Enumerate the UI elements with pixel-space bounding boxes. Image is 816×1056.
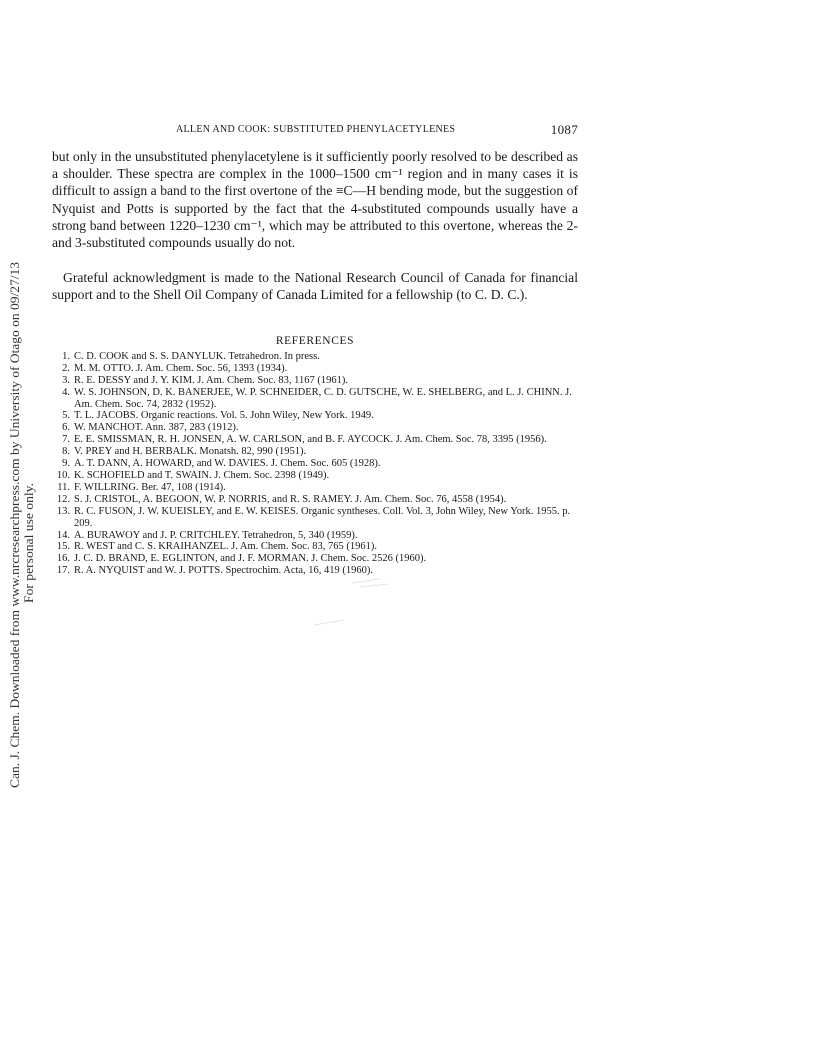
reference-text: R. A. NYQUIST and W. J. POTTS. Spectrochim. Acta, 16, 419 (1960). [74, 565, 374, 577]
reference-number: 15. [56, 541, 70, 553]
reference-item [52, 553, 578, 565]
reference-text: S. J. CRISTOL, A. BEGOON, W. P. NORRIS, and R. S. RAMEY. J. Am. Chem. Soc. 76, 4558 (1954). [74, 493, 507, 505]
reference-item [52, 470, 578, 482]
references-section [52, 336, 578, 577]
reference-text: T. L. JACOBS. Organic reactions. Vol. 5. John Wiley, New York. 1949. [74, 410, 374, 422]
reference-text: W. MANCHOT. Ann. 387, 283 (1912). [74, 422, 239, 434]
reference-item [52, 422, 578, 434]
reference-text: F. WILLRING. Ber. 47, 108 (1914). [74, 481, 226, 493]
reference-number: 6. [62, 422, 70, 434]
reference-text: M. M. OTTO. J. Am. Chem. Soc. 56, 1393 (1934). [74, 362, 288, 374]
reference-item [52, 351, 578, 363]
reference-text: C. D. COOK and S. S. DANYLUK. Tetrahedron. In press. [74, 350, 320, 362]
references-heading: REFERENCES [275, 335, 355, 347]
reference-text: R. C. FUSON, J. W. KUEISLEY, and E. W. KEISES. Organic syntheses. Coll. Vol. 3, John Wiley, New York. 1955. p. 209. [74, 505, 571, 529]
reference-item [52, 387, 578, 411]
reference-text: E. E. SMISSMAN, R. H. JONSEN, A. W. CARLSON, and B. F. AYCOCK. J. Am. Chem. Soc. 78, 3395 (1956). [74, 434, 547, 446]
reference-item [52, 363, 578, 375]
watermark-line-1: Can. J. Chem. Downloaded from www.nrcresearchpress.com by University of Otago on 09/27/13 [8, 300, 22, 788]
reference-item [52, 530, 578, 542]
reference-item [52, 506, 578, 530]
reference-number: 17. [56, 565, 70, 577]
reference-number: 16. [56, 553, 70, 565]
watermark-line-2: For personal use only. [22, 492, 36, 603]
reference-item [52, 494, 578, 506]
reference-item [52, 541, 578, 553]
body-text [52, 148, 578, 304]
reference-text: A. BURAWOY and J. P. CRITCHLEY. Tetrahedron, 5, 340 (1959). [74, 529, 358, 541]
reference-number: 5. [62, 410, 70, 422]
reference-number: 7. [62, 434, 70, 446]
reference-text: A. T. DANN, A. HOWARD, and W. DAVIES. J. Chem. Soc. 605 (1928). [74, 458, 381, 470]
reference-number: 10. [56, 469, 70, 481]
reference-item [52, 446, 578, 458]
reference-text: K. SCHOFIELD and T. SWAIN. J. Chem. Soc. 2398 (1949). [74, 469, 330, 481]
reference-number: 3. [62, 374, 70, 386]
reference-item [52, 375, 578, 387]
acknowledgment-paragraph: Grateful acknowledgment is made to the National Research Council of Canada for financial support and to the Shell Oil Company of Canada Limited for a fellowship (to C. D. C.). [52, 270, 578, 303]
reference-item [52, 482, 578, 494]
scan-noise [300, 575, 410, 635]
reference-text: R. E. DESSY and J. Y. KIM. J. Am. Chem. Soc. 83, 1167 (1961). [74, 374, 348, 386]
download-watermark [6, 260, 36, 790]
page-number: 1087 [550, 122, 578, 137]
reference-item [52, 434, 578, 446]
reference-text: J. C. D. BRAND, E. EGLINTON, and J. F. MORMAN. J. Chem. Soc. 2526 (1960). [74, 553, 427, 565]
reference-number: 14. [56, 529, 70, 541]
reference-number: 9. [62, 458, 70, 470]
reference-number: 1. [62, 350, 70, 362]
reference-list [52, 351, 578, 577]
reference-item [52, 458, 578, 470]
reference-item [52, 410, 578, 422]
reference-number: 12. [56, 493, 70, 505]
body-paragraph: but only in the unsubstituted phenylacetylene is it sufficiently poorly resolved to be described as a shoulder. These spectra are complex in the 1000–1500 cm⁻¹ region and in many cases it is difficult to assign a band to the first overtone of the ≡C—H bending mode, but the suggestion of Nyquist and Potts is supported by the fact that the 4-substituted compounds usually have a strong band between 1220–1230 cm⁻¹, which may be attributed to this overtone, whereas the 2- and 3-substituted compounds usually do not. [52, 149, 578, 251]
reference-text: R. WEST and C. S. KRAIHANZEL. J. Am. Chem. Soc. 83, 765 (1961). [74, 541, 377, 553]
reference-number: 4. [62, 386, 70, 398]
reference-number: 2. [62, 362, 70, 374]
running-title: ALLEN AND COOK: SUBSTITUTED PHENYLACETYLENES [176, 124, 456, 135]
reference-number: 11. [57, 481, 70, 493]
reference-text: V. PREY and H. BERBALK. Monatsh. 82, 990 (1951). [74, 446, 307, 458]
reference-number: 13. [56, 505, 70, 517]
reference-number: 8. [62, 446, 70, 458]
reference-text: W. S. JOHNSON, D. K. BANERJEE, W. P. SCHNEIDER, C. D. GUTSCHE, W. E. SHELBERG, and L. J. CHINN. J. Am. Chem. Soc. 74, 2832 (1952). [74, 386, 572, 410]
